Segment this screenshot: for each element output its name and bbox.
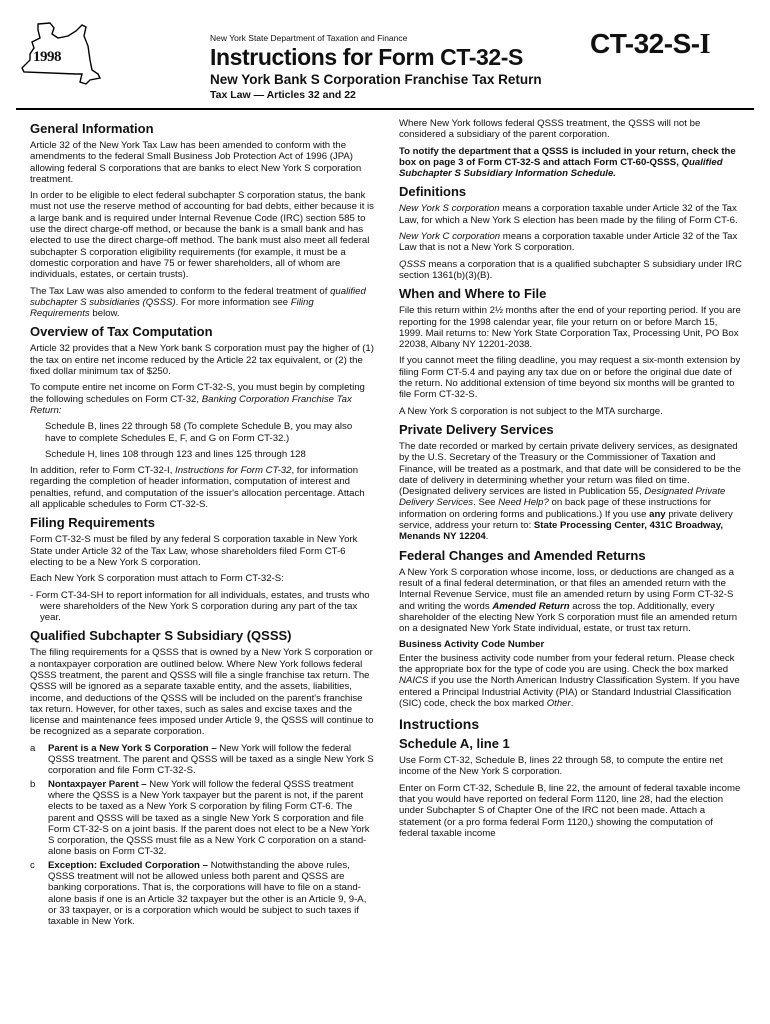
text-run: Designated Private Delivery Services <box>399 486 726 509</box>
definition-qsss <box>399 259 744 282</box>
list-item <box>30 779 375 858</box>
text-run: Other <box>546 697 571 709</box>
text-run: Instructions for Form CT-32 <box>175 465 292 477</box>
qsss-continued-paragraph: Where New York follows federal QSSS treatment, the QSSS will not be considered a subsidiary of the parent corporation. <box>399 118 701 141</box>
general-paragraph-3 <box>30 286 375 320</box>
overview-schedule-h: Schedule H, lines 108 through 123 and lines 125 through 128 <box>45 448 306 460</box>
text-run: . <box>570 697 574 709</box>
text-run: Exception: Excluded Corporation – <box>48 859 208 871</box>
text-run: below. <box>89 308 120 320</box>
page-header <box>0 0 770 120</box>
form-code-main: CT-32-S- <box>590 28 700 59</box>
text-run: The Tax Law was also amended to conform to the federal treatment of <box>30 285 331 297</box>
text-run: Enter the business activity code number from your federal return. Please check the appropriate box for the type of code you are using. Check the box marked <box>399 652 735 675</box>
list-label: b <box>30 778 36 790</box>
text-run: Qualified Subchapter S Subsidiary Information Schedule. <box>399 156 723 180</box>
text-run: qualified subchapter S subsidiaries (QSSS) <box>30 285 366 308</box>
text-run: . <box>485 531 489 543</box>
header-rule <box>16 108 754 110</box>
tax-law-line: Tax Law — Articles 32 and 22 <box>210 89 356 101</box>
notify-paragraph <box>399 146 744 180</box>
text-run: State Processing Center, 431C Broadway, Menands NY 12204 <box>399 520 724 543</box>
text-run: any <box>649 508 666 520</box>
text-run: means a corporation that is a qualified subchapter S subsidiary under IRC section 1361(b)(3)(B). <box>399 258 742 281</box>
general-information-heading: General Information <box>30 121 154 136</box>
text-run: QSSS <box>399 258 426 270</box>
page-subtitle: New York Bank S Corporation Franchise Tax Return <box>210 72 542 87</box>
text-run: Need Help? <box>498 497 549 509</box>
text-run: . For more information see <box>175 296 291 308</box>
filing-paragraph-1: Form CT-32-S must be filed by any federal S corporation taxable in New York State under Article 32 of the Tax Law, whose shareholders filed Form CT-6 electing to be a New York S corporation. <box>30 534 358 568</box>
text-run: means a corporation taxable under Article 32 of the Tax Law, for which a New York S election has been made by the filing of Form CT-6. <box>399 203 738 226</box>
general-paragraph-1: Article 32 of the New York Tax Law has been amended to conform with the amendments to the federal Small Business Job Protection Act of 1996 (JPA) allowing federal S corporations that are banks to elect New York S corporation treatment. <box>30 140 362 185</box>
text-run: , for information regarding the completion of header information, computation of interest and penalties, refund, and computation of the issuer's allocation percentage. Attach all applicable schedules to Form CT-32-S. <box>30 465 365 511</box>
text-run: New York will follow the federal QSSS treatment. The parent and QSSS will be taxed as a single New York S corporation and file Form CT-32-S. <box>48 742 374 777</box>
business-activity-paragraph <box>399 653 744 709</box>
text-run: across the top. Additionally, every shareholder of the electing New York S corporation must file an amended return on a designated New York State individual, estate, or trust tax return. <box>399 600 738 635</box>
filing-paragraph-2: Each New York S corporation must attach to Form CT-32-S: <box>30 573 284 585</box>
overview-heading: Overview of Tax Computation <box>30 324 213 340</box>
filing-requirements-heading: Filing Requirements <box>30 515 155 531</box>
overview-paragraph-2 <box>30 382 375 416</box>
overview-paragraph-3 <box>30 465 375 510</box>
list-text <box>48 779 375 858</box>
private-delivery-heading: Private Delivery Services <box>399 421 554 437</box>
text-run: Banking Corporation Franchise Tax Return: <box>30 393 352 416</box>
schedule-a-line-1-heading: Schedule A, line 1 <box>399 736 510 752</box>
text-run: means a corporation taxable under Article 32 of the Tax Law that is not a New York S corporation. <box>399 231 738 254</box>
when-paragraph-3: A New York S corporation is not subject to the MTA surcharge. <box>399 405 663 417</box>
left-column <box>30 118 375 930</box>
list-text <box>48 860 375 928</box>
text-run: To notify the department that a QSSS is included in your return, check the box on page 3 of Form CT-32-S and attach Form CT-60-QSSS, <box>399 145 736 168</box>
general-paragraph-2: In order to be eligible to elect federal subchapter S corporation status, the bank must not use the reserve method of accounting for bad debts, either because it is a large bank and is required under Internal Revenue Code (IRC) section 585 to use the direct charge-off method, or because the bank is a small bank and has elected to use the direct charge-off method. The bank must also meet all federal subchapter S corporation eligibility requirements (for example, it must be a domestic corporation and have 75 or fewer shareholders, all of whom are individuals, estates, or certain trusts). <box>30 190 374 281</box>
business-activity-heading: Business Activity Code Number <box>399 639 545 651</box>
text-run: New York will follow the federal QSSS treatment where the QSSS is a New York taxpayer but the parent is not, if the parent elects to be taxed as a New York S corporation by filing Form CT-6. The parent and QSSS will be taxed as a single New York S corporation and file Form CT-32-S on a joint basis. If the parent does not elect to be a New York S corporation, the QSSS must file as a New York C corporation on a stand-alone basis on Form CT-32. <box>48 778 370 858</box>
form-code <box>590 28 710 61</box>
private-delivery-paragraph <box>399 441 744 543</box>
text-run: The date recorded or marked by certain private delivery services, as designated by the U.S. Secretary of the Treasury or the Commissioner of Taxation and Finance, will be treated as a postmark, and that date will be considered to be the date of delivery in determining whether your return was filed on time. (Designated delivery services are listed in Publication 55, <box>399 440 741 498</box>
qsss-paragraph-1: The filing requirements for a QSSS that is owned by a New York S corporation or a nontaxpayer corporation are outlined below. Where New York follows federal QSSS treatment, the parent and QSSS will file a single franchise tax return. The QSSS will be ignored as a separate taxable entity, and the assets, liabilities, income, and deductions of the QSSS will be included on the parent's franchise tax return. However, for other taxes, such as sales and excise taxes and the license and maintenance fees imposed under Article 9, the QSSS will continue to be recognized as a separate corporation. <box>30 647 374 738</box>
when-where-heading: When and Where to File <box>399 286 547 302</box>
instructions-heading: Instructions <box>399 716 480 733</box>
overview-paragraph-1: Article 32 provides that a New York bank S corporation must pay the higher of (1) the tax on entire net income reduced by the Article 22 tax equivalent, or (2) the fixed dollar minimum tax of $250. <box>30 343 374 378</box>
text-run: Nontaxpayer Parent – <box>48 778 147 790</box>
definitions-heading: Definitions <box>399 184 467 200</box>
tax-year: 1998 <box>33 49 61 65</box>
page-title: Instructions for Form CT-32-S <box>210 44 523 70</box>
federal-changes-paragraph <box>399 567 744 635</box>
list-item <box>30 860 375 928</box>
text-run: A New York S corporation whose income, loss, or deductions are changed as a result of a final federal determination, or that files an amended return with the Internal Revenue Service, must file an amended return by using Form CT-32-S and writing the words <box>399 566 734 612</box>
text-run: private delivery service, address your return to: <box>399 508 733 532</box>
list-text <box>48 743 375 777</box>
text-run: To compute entire net income on Form CT-32-S, you must begin by completing the following schedules on Form CT-32, <box>30 382 365 405</box>
definition-s-corporation <box>399 203 744 226</box>
right-column <box>399 118 744 844</box>
text-run: Filing Requirements <box>30 296 314 320</box>
list-item <box>30 743 375 777</box>
filing-bullet: - Form CT-34-SH to report information for all individuals, estates, and trusts who were shareholders of the New York S corporation during any part of the tax year. <box>30 589 370 624</box>
definition-c-corporation <box>399 231 744 254</box>
federal-changes-heading: Federal Changes and Amended Returns <box>399 547 646 563</box>
text-run: . See <box>473 497 499 509</box>
text-run: Notwithstanding the above rules, QSSS treatment will not be allowed unless both parent and QSSS are banking corporations. That is, the corporations will have to file on a stand-alone basis if one is an Article 32 taxpayer but the other is an Article 9, 9-A, or 33 taxpayer, or is a corporation which would be subject to such taxes if taxable in New York. <box>48 859 367 928</box>
text-run: New York C corporation <box>399 231 501 243</box>
overview-schedule-b: Schedule B, lines 22 through 58 (To complete Schedule B, you may also have to complete Schedules E, F, and G on Form CT-32.) <box>45 421 353 444</box>
text-run: Parent is a New York S Corporation – <box>48 742 217 754</box>
text-run: NAICS <box>399 675 429 687</box>
schedule-a-paragraph-2: Enter on Form CT-32, Schedule B, line 22, the amount of federal taxable income that you would have reported on federal Form 1120, line 28, had the election under Subchapter S of Chapter One of the IRC not been made. Attach a statement (or a pro forma federal Form 1120,) showing the computation of federal taxable income <box>399 782 741 839</box>
schedule-a-paragraph-1: Use Form CT-32, Schedule B, lines 22 through 58, to compute the entire net income of the New York S corporation. <box>399 755 723 778</box>
list-label: c <box>30 859 35 871</box>
qsss-heading: Qualified Subchapter S Subsidiary (QSSS) <box>30 628 292 644</box>
when-paragraph-1: File this return within 2½ months after the end of your reporting period. If you are reporting for the 1998 calendar year, file your return on or before March 15, 1999. Mail returns to: New York State Corporation Tax, Processing Unit, PO Box 22038, Albany NY 12201-2038. <box>399 305 741 351</box>
text-run: if you use the North American Industry Classification System. If you have entered a Principal Industrial Activity (PIA) or Standard Industrial Classification (SIC) code, check the box marked <box>399 675 740 709</box>
form-code-suffix: I <box>699 29 710 60</box>
text-run: on back page of these instructions for information on ordering forms and publications.) If you use <box>399 497 711 520</box>
when-paragraph-2: If you cannot meet the filing deadline, you may request a six-month extension by filing Form CT-5.4 and paying any tax due on or before the original due date of the return. No additional extension of time beyond six months will be granted to file Form CT-32-S. <box>399 355 741 401</box>
text-run: New York S corporation <box>399 203 500 215</box>
text-run: In addition, refer to Form CT-32-I, <box>30 465 176 477</box>
department-name: New York State Department of Taxation and Finance <box>210 33 408 43</box>
list-label: a <box>30 742 36 754</box>
text-run: Amended Return <box>492 600 570 612</box>
